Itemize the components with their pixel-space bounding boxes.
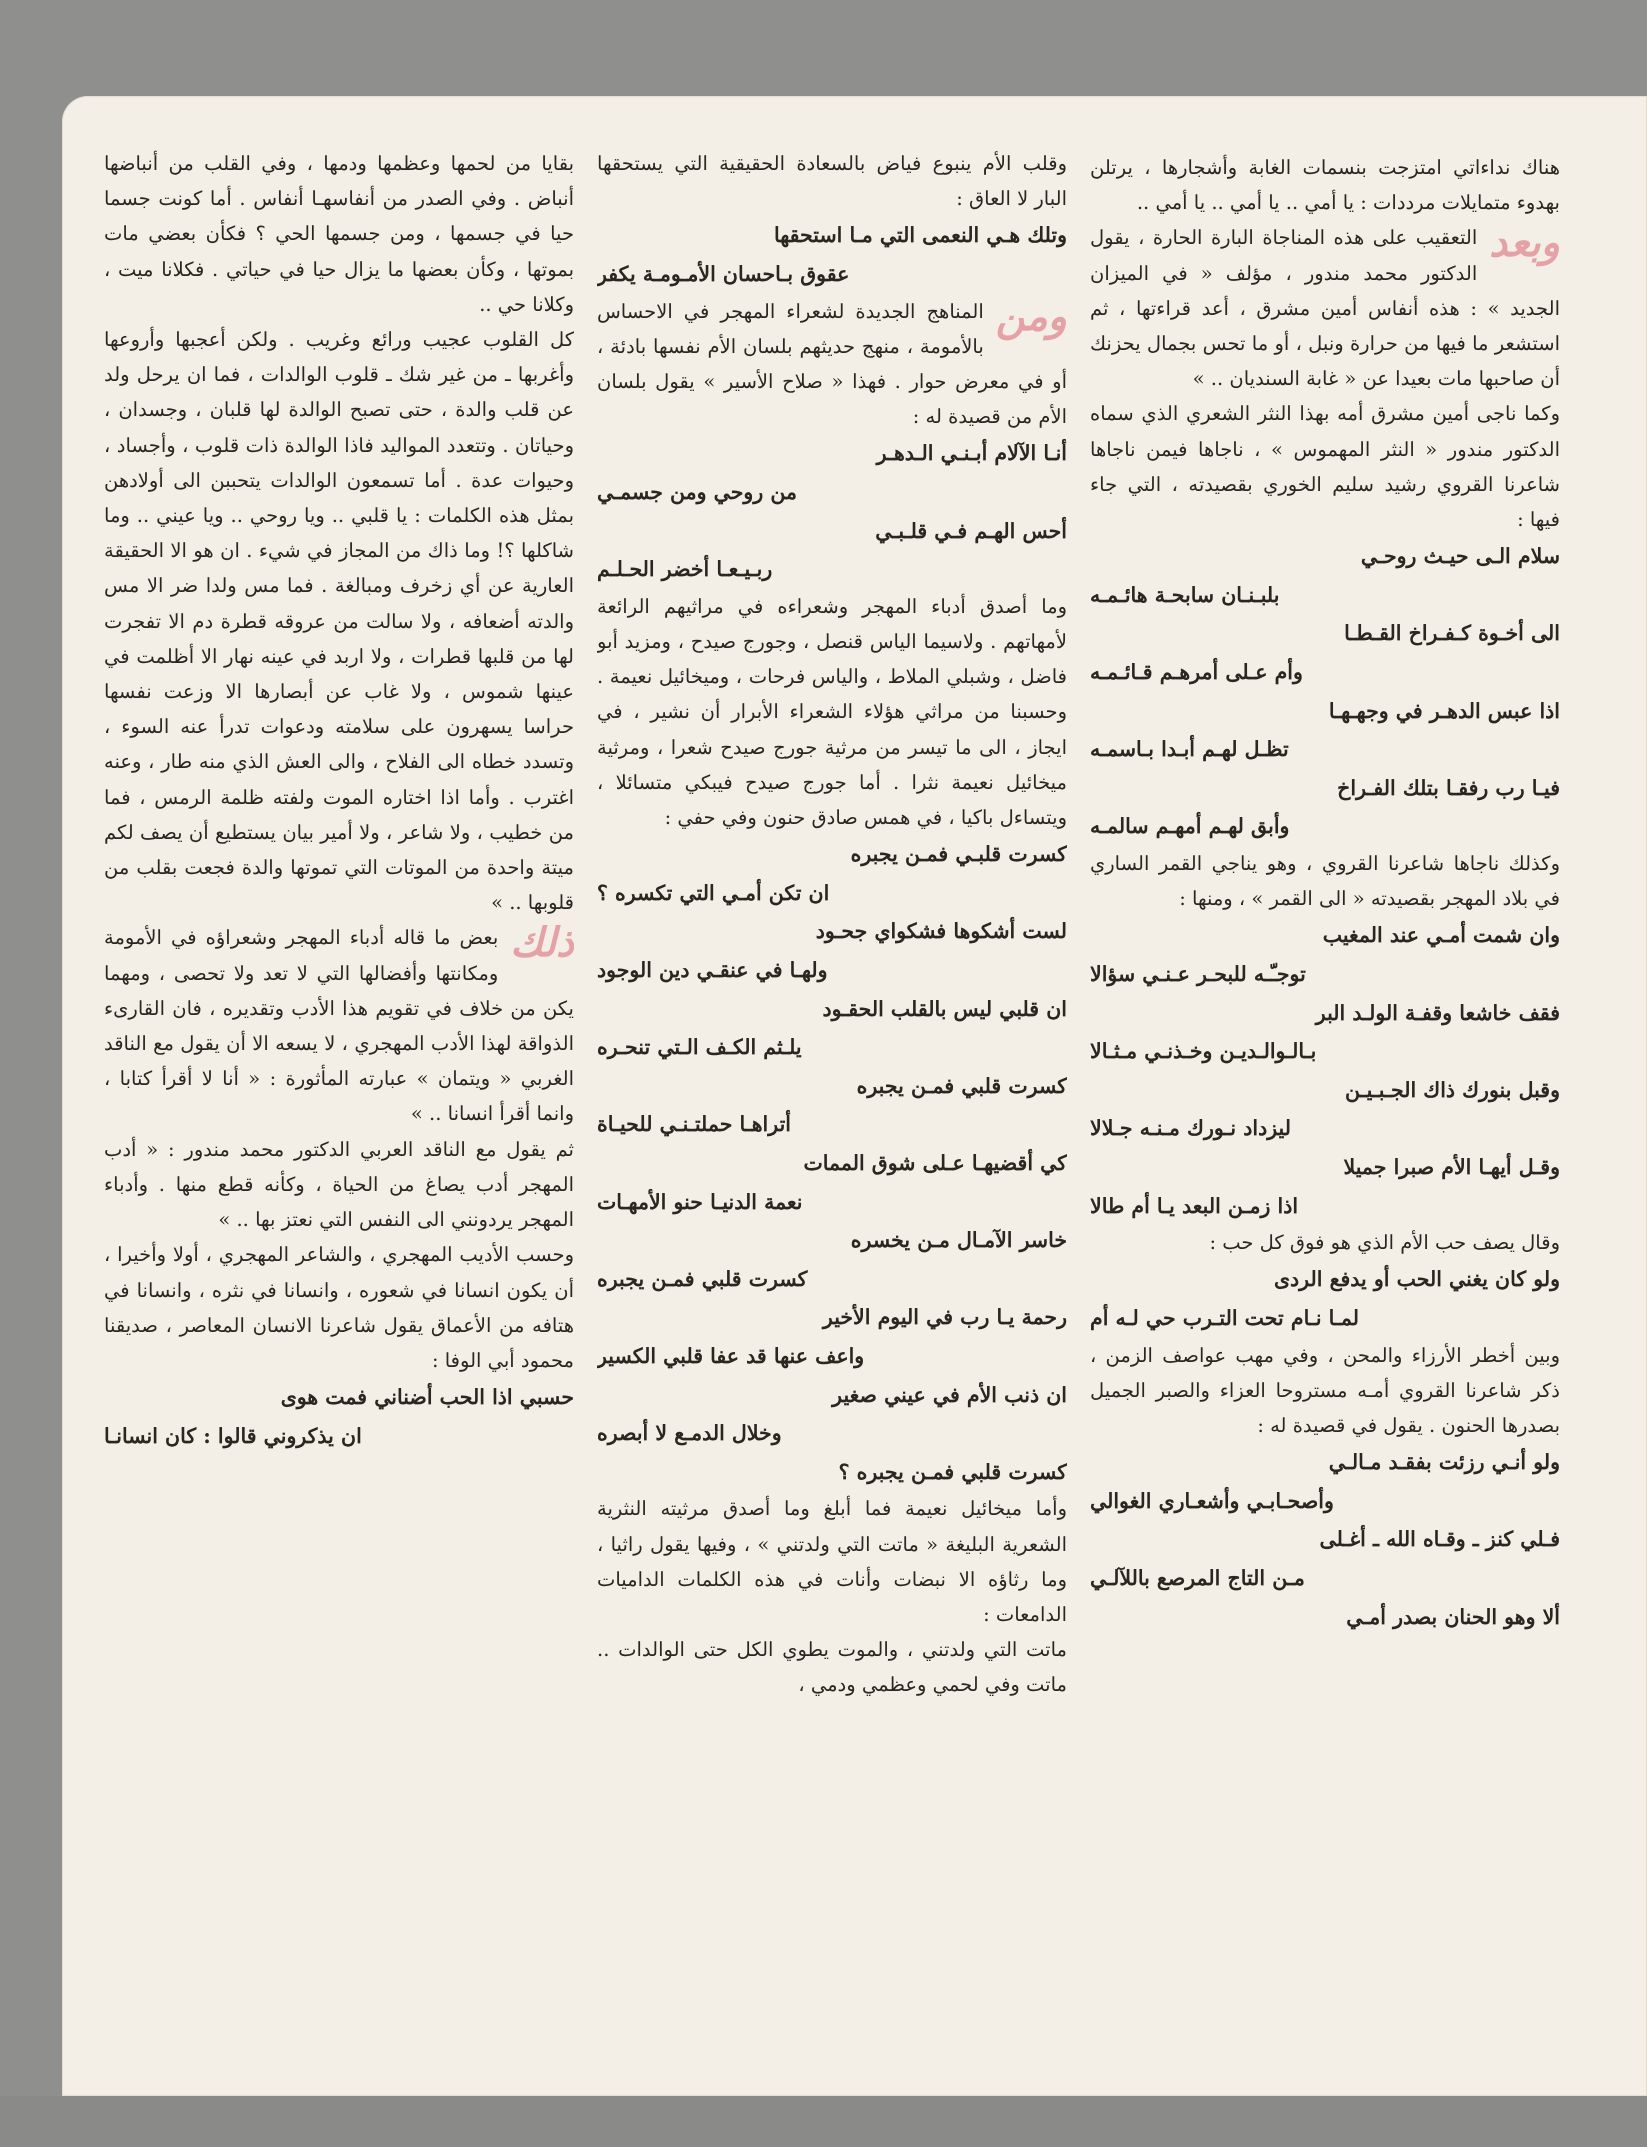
poem-verse: ان يذكروني قالوا : كان انسانـا: [104, 1423, 362, 1448]
paragraph: وقال يصف حب الأم الذي هو فوق كل حب :: [1209, 1231, 1560, 1255]
poem-verse: كي أقضيهـا عـلى شوق الممات: [803, 1150, 1067, 1175]
poem-verse: مـن التاج المرصع باللآلـي: [1090, 1565, 1305, 1590]
poem-verse: حسبي اذا الحب أضناني فمت هوى: [280, 1385, 574, 1410]
scan-bottom-edge: [0, 2096, 1647, 2147]
paragraph-with-dropword: [597, 294, 1067, 435]
paragraph: وأما ميخائيل نعيمة فما أبلغ وما أصدق مرثيته النثرية الشعرية البليغة « ماتت التي ولدتني » ، وفيها يقول راثيا ، وما رثاؤه الا نبضات وأنات في هذه الكلمات الداميات الدامعات :: [597, 1497, 1067, 1626]
poem-verse: بـالـوالـديـن وخـذنـي مـثـالا: [1090, 1039, 1317, 1064]
poem-verse: الى أخـوة كـفـراخ القـطـا: [1344, 621, 1560, 646]
decorative-dropword: ومن: [995, 292, 1067, 340]
poem-verse: لمـا نـام تحت التـرب حي لـه أم: [1090, 1305, 1360, 1330]
poem-verse: وأم عـلى أمرهـم قـائـمـه: [1090, 660, 1303, 685]
paragraph-text: المناهج الجديدة لشعراء المهجر في الاحساس بالأمومة ، منهج حديثهم بلسان الأم نفسها بادئة ، أو في معرض حوار . فهذا « صلاح الأسير » يقول بلسان الأم من قصيدة له :: [597, 299, 1067, 429]
poem-verse: ألا وهو الحنان بصدر أمـي: [1346, 1604, 1560, 1629]
paragraph: وكما ناجى أمين مشرق أمه بهذا النثر الشعري الذي سماه الدكتور مندور « النثر المهموس » ، ناجاها فيمن ناجاها شاعرنا القروي رشيد سليم الخوري بقصيدته ، التي جاء فيها :: [1090, 402, 1560, 532]
poem-verse: رحمة يـا رب في اليوم الأخير: [822, 1305, 1067, 1330]
poem-verse: ان تكن أمـي التي تكسره ؟: [597, 880, 830, 905]
poem-verse: فيـا رب رفقـا بتلك الفـراخ: [1337, 775, 1560, 800]
poem-verse: ولو كان يغني الحب أو يدفع الردى: [1274, 1267, 1560, 1292]
paragraph: وبين أخطر الأرزاء والمحن ، وفي مهب عواصف الزمن ، ذكر شاعرنا القروي أمـه مستروحا العزاء والصبر الجميل بصدرها الحنون . يقول في قصيدة له :: [1090, 1343, 1560, 1437]
poem-verse: ليزداد نـورك مـنـه جـلالا: [1090, 1116, 1291, 1141]
column-left: [104, 146, 574, 2086]
decorative-dropword: ذلك: [510, 919, 574, 967]
paragraph: ماتت التي ولدتني ، والموت يطوي الكل حتى الوالدات .. ماتت وفي لحمي وعظمي ودمي ،: [597, 1638, 1067, 1697]
paragraph-text: التعقيب على هذه المناجاة البارة الحارة ، يقول الدكتور محمد مندور ، مؤلف « في الميزان الجديد » : هذه أنفاس أمين مشرق ، أعد قراءتها ، ثم استشعر ما فيها من حرارة ونبل ، أو ما تحس بجمال يحزنك أن صاحبها مات بعيدا عن « غابة السنديان .. »: [1090, 226, 1560, 391]
poem-verse: أتراهـا حملتـنـي للحيـاة: [597, 1112, 791, 1137]
poem-verse: وأبق لهـم أمهـم سالمـه: [1090, 814, 1290, 839]
poem-verse: لست أشكوها فشكواي جحـود: [815, 919, 1067, 944]
poem-verse: فقف خاشعا وقفـة الولـد البر: [1315, 1000, 1560, 1025]
paragraph: وما أصدق أدباء المهجر وشعراءه في مراثيهم الرائعة لأمهاتهم . ولاسيما الياس قنصل ، وجورج صيدح ، ومزيد أبو فاضل ، وشبلي الملاط ، والياس فرحات ، وميخائيل نعيمة . وحسبنا من مراثي هؤلاء الشعراء الأبرار أن نشير ، في ايجاز ، الى ما تيسر من مرثية جورج صيدح شعرا ، ومرثية ميخائيل نعيمة نثرا . أما جورج صيدح فيبكي متسائلا ، ويتساءل باكيا ، في همس صادق حنون وفي حفي :: [597, 594, 1067, 829]
paragraph: بقايا من لحمها وعظمها ودمها ، وفي القلب من أنباضها أنباض . وفي الصدر من أنفاسهـا أنفاس . أما كونت جسما حيا في جسمها ، ومن جسمها الحي ؟ فكأن بعضي مات بموتها ، وكأن بعضها ما يزال حيا في حياتي . فكلانا ميت ، وكلانا حي ..: [104, 152, 574, 316]
paragraph: وحسب الأديب المهجري ، والشاعر المهجري ، أولا وأخيرا ، أن يكون انسانا في شعوره ، وانسانا في نثره ، وانسانا في هتافه من الأعماق يقول شاعرنا الانسان المعاصر ، صديقنا محمود أبي الوفا :: [104, 1243, 574, 1372]
poem-verse: اذا زمـن البعد يـا أم طالا: [1090, 1193, 1299, 1218]
poem-verse: يلـثم الكـف الـتي تنحـره: [597, 1035, 802, 1060]
poem-verse: ولهـا في عنقـي دين الوجود: [597, 957, 828, 982]
paragraph-with-dropword: [104, 920, 574, 1131]
poem-verse: خاسر الآمـال مـن يخسره: [850, 1228, 1067, 1253]
poem-verse: ان ذنب الأم في عيني صغير: [832, 1382, 1067, 1407]
poem-verse: تظـل لهـم أبـدا بـاسمـه: [1090, 737, 1289, 762]
column-right: [1090, 150, 1560, 2090]
poem-verse: سلام الـى حيـث روحـي: [1360, 544, 1560, 569]
poem-verse: واعف عنها قد عفا قلبي الكسير: [597, 1343, 865, 1368]
paragraph: وقلب الأم ينبوع فياض بالسعادة الحقيقية التي يستحقها البار لا العاق :: [597, 152, 1067, 211]
poem-verse: وقـل أيهـا الأم صبرا جميلا: [1343, 1154, 1560, 1179]
paragraph: كل القلوب عجيب ورائع وغريب . ولكن أعجبها وأروعها وأغربها ـ من غير شك ـ قلوب الوالدات ، فما ان يرحل ولد عن قلب والدة ، حتى تصبح الوالدة لها قلبان ، وجسدان ، وحياتان . وتتعدد المواليد فاذا الوالدة ذات قلوب ، وأجساد ، وحيوات عدة . أما تسمعون الوالدات يتحببن الى أولادهن بمثل هذه الكلمات : يا قلبي .. ويا روحي .. ويا عيني .. وما شاكلها ؟! وما ذاك من المجاز في شيء . ان هو الا الحقيقة العارية عن أي زخرف ومبالغة . فما مس ولدا ضر الا مس والدته أضعافه ، ولا سالت من عروقه قطرة دم الا تفجرت لها من قلبها قطرات ، ولا اربد في عينه نهار الا أظلمت في عينها شموس ، ولا غاب عن أبصارها الا وزعت نفسها حراسا يسهرون على سلامته ودعوات تدرأ عنه السوء ، وتسدد خطاه الى الفلاح ، والى العش الذي منه طار ، وعنه اغترب . وأما اذا اختاره الموت ولفته ظلمة الرمس ، فما من خطيب ، ولا شاعر ، ولا أمير بيان يستطيع أن يصف لكم ميتة واحدة من الموتات التي تموتها والدة فجعت بقلب من قلوبها .. »: [104, 328, 574, 915]
poem-verse: من روحي ومن جسمـي: [597, 480, 797, 504]
poem-verse: كسرت قلبي فمـن يجبره: [856, 1073, 1067, 1098]
decorative-dropword: وبعد: [1489, 219, 1560, 267]
poem-verse: ربـيـعـا أخضر الحـلـم: [597, 557, 773, 582]
poem-verse: وتلك هـي النعمى التي مـا استحقها: [773, 223, 1067, 248]
poem-verse: كسرت قلبي فمـن يجبره ؟: [838, 1459, 1067, 1484]
poem-verse: توجـّـه للبحـر عـنـي سؤالا: [1090, 961, 1306, 986]
poem-verse: اذا عبس الدهـر في وجهـهـا: [1328, 698, 1560, 723]
paragraph: وكذلك ناجاها شاعرنا القروي ، وهو يناجي القمر الساري في بلاد المهجر بقصيدته « الى القمر » ، ومنها :: [1090, 851, 1560, 911]
paragraph: هناك نداءاتي امتزجت بنسمات الغابة وأشجارها ، يرتلن بهدوء متمايلات مرددات : يا أمي .. يا أمي .. يا أمي ..: [1090, 156, 1560, 215]
paragraph-text: بعض ما قاله أدباء المهجر وشعراؤه في الأمومة ومكانتها وأفضالها التي لا تعد ولا تحصى ، ومهما يكن من خلاف في تقويم هذا الأدب وتقديره ، فان القارىء الذواقة لهذا الأدب المهجري ، لا يسعه الا أن يقول مع الناقد الغربي « ويتمان » عبارته المأثورة : « أنا لا أقرأ كتابا ، وانما أقرأ انسانا .. »: [104, 926, 574, 1126]
poem-verse: بلبـنـان سابحـة هائـمـه: [1090, 582, 1280, 607]
poem-verse: وقبل بنورك ذاك الجـبـيـن: [1345, 1077, 1560, 1102]
poem-verse: نعمة الدنيـا حنو الأمهـات: [597, 1189, 803, 1214]
paragraph-with-dropword: [1090, 220, 1560, 396]
poem-verse: وأصحـابـي وأشعـاري الغوالي: [1090, 1488, 1334, 1513]
poem-verse: كسرت قلبـي فمـن يجبره: [850, 842, 1067, 867]
poem-verse: وخلال الدمـع لا أبصره: [597, 1421, 782, 1446]
poem-verse: فـلي كنز ـ وقـاه الله ـ أغـلى: [1319, 1527, 1560, 1552]
poem-verse: وان شمت أمـي عند المغيب: [1322, 923, 1560, 948]
poem-verse: كسرت قلبي فمـن يجبره: [597, 1266, 808, 1291]
poem-verse: أنـا الآلام أبـنـي الـدهـر: [876, 441, 1067, 466]
poem-verse: عقوق بـاحسان الأمـومـة يكفر: [597, 262, 850, 286]
column-middle: [597, 146, 1067, 2086]
paragraph: ثم يقول مع الناقد العربي الدكتور محمد مندور : « أدب المهجر أدب يصاغ من الحياة ، وكأنه قطع منها . وأدباء المهجر يردونني الى النفس التي نعتز بها .. »: [104, 1137, 574, 1232]
poem-verse: ان قلبي ليس بالقلب الحقـود: [822, 996, 1067, 1021]
poem-verse: أحس الهـم فـي قلـبـي: [875, 518, 1067, 543]
poem-verse: ولو أنـي رزئت بفقـد مـالـي: [1328, 1450, 1560, 1475]
